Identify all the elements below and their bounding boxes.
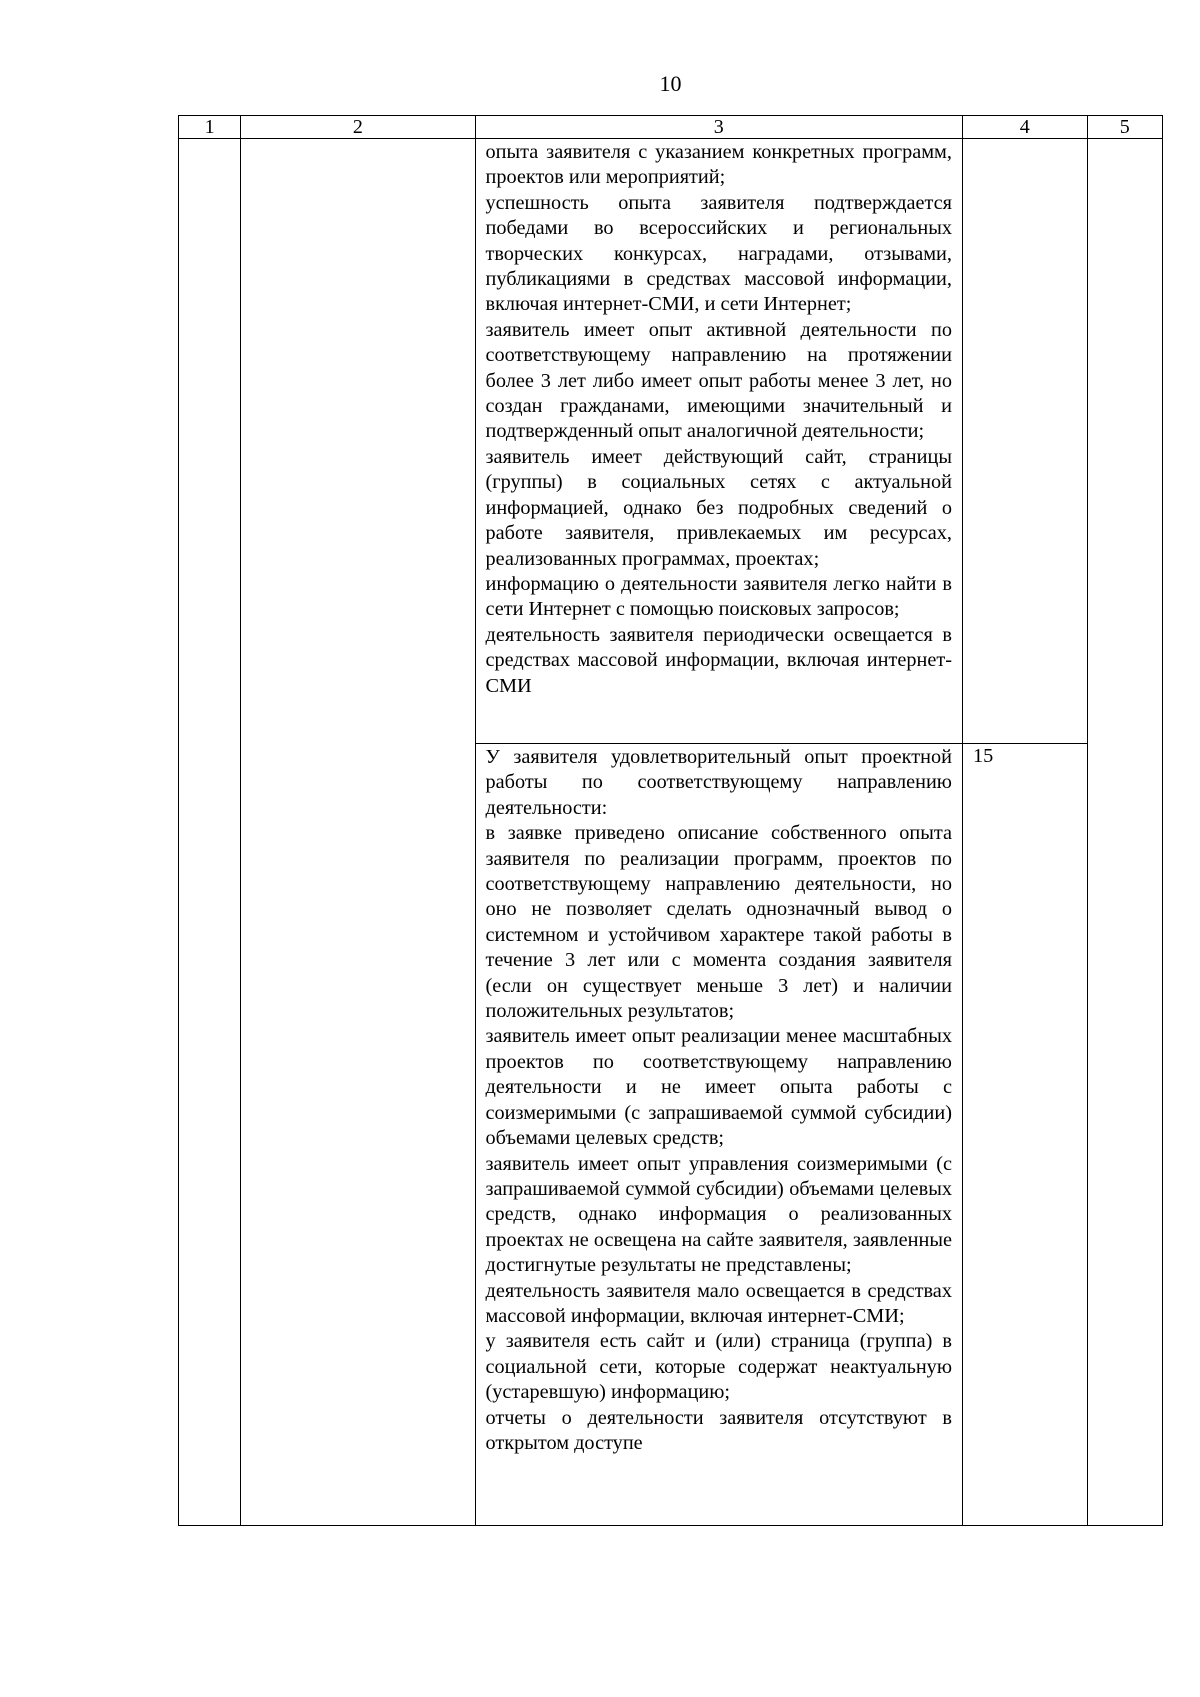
- column-header-5: 5: [1087, 116, 1162, 139]
- criteria-text-cell-1: [475, 139, 962, 744]
- column-header-4: 4: [962, 116, 1087, 139]
- table-header-row: [179, 116, 1163, 139]
- criteria-text-2: [476, 744, 962, 1456]
- paragraph: опыта заявителя с указанием конкретных программ, проектов или мероприятий;: [485, 141, 952, 189]
- cell-col-5: [1087, 139, 1162, 1526]
- cell-col-2: [241, 139, 475, 1526]
- paragraph: у заявителя есть сайт и (или) страница (группа) в социальной сети, которые содержат неактуальную (устаревшую) информацию;: [485, 1330, 952, 1404]
- criteria-table: [178, 115, 1163, 1526]
- column-header-1: 1: [179, 116, 241, 139]
- score-cell-2: [962, 744, 1087, 1526]
- criteria-text-cell-2: [475, 744, 962, 1526]
- paragraph: успешность опыта заявителя подтверждается победами во всероссийских и региональных творческих конкурсах, наградами, отзывами, публикациями в средствах массовой информации, включая интернет-СМИ, и сети Интернет;: [485, 191, 952, 316]
- paragraph: деятельность заявителя периодически освещается в средствах массовой информации, включая интернет-СМИ: [485, 623, 952, 697]
- paragraph: деятельность заявителя мало освещается в средствах массовой информации, включая интернет-СМИ;: [485, 1279, 952, 1327]
- column-header-2: 2: [241, 116, 475, 139]
- paragraph: заявитель имеет опыт активной деятельности по соответствующему направлению на протяжении более 3 лет либо имеет опыт работы менее 3 лет, но создан гражданами, имеющими значительный и подтвержденный опыт аналогичной деятельности;: [485, 318, 952, 443]
- criteria-text-1: [476, 139, 962, 699]
- paragraph: заявитель имеет действующий сайт, страницы (группы) в социальных сетях с актуальной информацией, однако без подробных сведений о работе заявителя, привлекаемых им ресурсах, реализованных программах, проектах;: [485, 445, 952, 570]
- paragraph: в заявке приведено описание собственного опыта заявителя по реализации программ, проектов по соответствующему направлению деятельности, но оно не позволяет сделать однозначный вывод о системном и устойчивом характере такой работы в течение 3 лет или с момента создания заявителя (если он существует меньше 3 лет) и наличии положительных результатов;: [485, 822, 952, 1023]
- paragraph: отчеты о деятельности заявителя отсутствуют в открытом доступе: [485, 1406, 952, 1454]
- paragraph: У заявителя удовлетворительный опыт проектной работы по соответствующему направлению деятельности:: [485, 746, 952, 819]
- paragraph: заявитель имеет опыт управления соизмеримыми (с запрашиваемой суммой субсидии) объемами целевых средств, однако информация о реализованных проектах не освещена на сайте заявителя, заявленные достигнутые результаты не представлены;: [485, 1152, 952, 1277]
- column-header-3: 3: [475, 116, 962, 139]
- page-number: 10: [659, 71, 682, 96]
- paragraph: заявитель имеет опыт реализации менее масштабных проектов по соответствующему направлению деятельности и не имеет опыта работы с соизмеримыми (с запрашиваемой суммой субсидии) объемами целевых средств;: [485, 1025, 952, 1150]
- paragraph: информацию о деятельности заявителя легко найти в сети Интернет с помощью поисковых запросов;: [485, 572, 952, 621]
- score-value: 15: [972, 745, 994, 767]
- score-cell-1: [962, 139, 1087, 744]
- cell-col-1: [179, 139, 241, 1526]
- table-row: [179, 139, 1163, 744]
